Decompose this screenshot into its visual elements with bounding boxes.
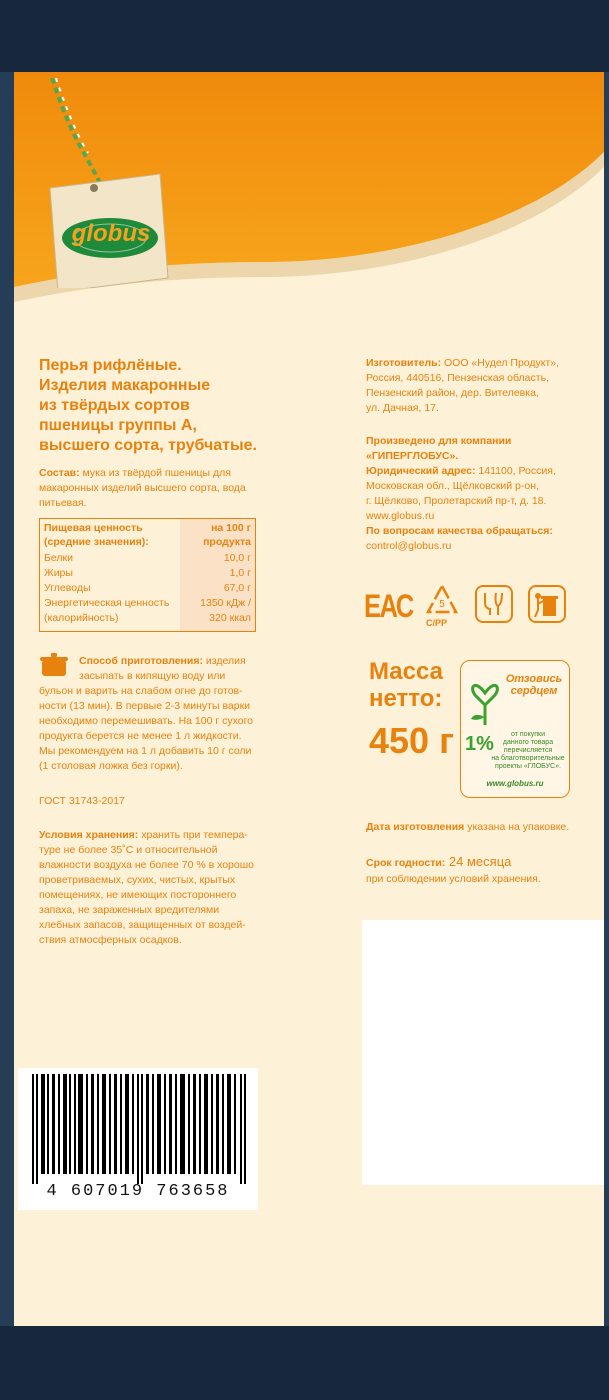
top-dark-band xyxy=(0,0,609,72)
legal-line-1 xyxy=(366,464,556,480)
eac-mark: ЕАС xyxy=(364,588,413,624)
badge-text-line: от покупки xyxy=(511,731,545,738)
nutrient-value: 10,0 г xyxy=(223,552,251,564)
nutrient-value: 67,0 г xyxy=(223,582,251,594)
product-title-5: высшего сорта, трубчатые. xyxy=(39,437,257,454)
badge-heading-1: Отзовись xyxy=(505,673,563,685)
quality-label: По вопросам качества обращаться: xyxy=(366,525,553,537)
company-site[interactable]: www.globus.ru xyxy=(366,510,435,522)
manufacturer-text: ООО «Нудел Продукт», xyxy=(441,357,560,369)
cooking-line-8: (1 столовая ложка без горки). xyxy=(39,760,183,772)
bottom-dark-band xyxy=(0,1326,609,1400)
trash-bin-icon xyxy=(527,584,567,624)
badge-heading-2: сердцем xyxy=(510,685,558,697)
cooking-line-1 xyxy=(79,654,246,670)
nutrient-value: 320 ккал xyxy=(209,612,251,624)
cooking-line-4: ности (13 мин). В первые 2-3 минуты варки xyxy=(39,700,251,712)
heart-plant-icon xyxy=(467,669,503,727)
storage-line-2: туре не более 35˚С и относительной xyxy=(39,844,218,856)
barcode-number: 4 607019 763658 xyxy=(46,1182,230,1201)
legal-line-2: Московская обл., Щёлковский р-он, xyxy=(366,480,539,492)
globus-tag xyxy=(32,78,172,288)
storage-line-5: помещениях, не имеющих постороннего xyxy=(39,889,237,901)
badge-url[interactable]: www.globus.ru xyxy=(486,779,544,788)
svg-text:5: 5 xyxy=(439,599,445,610)
charity-badge xyxy=(460,660,570,798)
nutrient-value: 1350 кДж / xyxy=(200,597,251,609)
company-line-1: Произведено для компании xyxy=(366,435,512,447)
storage-line-4: проветриваемых, сухих, чистых, крытых xyxy=(39,874,236,886)
product-title-2: Изделия макаронные xyxy=(39,377,211,394)
cooking-line-7: Мы рекомендуем на 1 л добавить 10 г соли xyxy=(39,745,252,757)
food-safe-icon xyxy=(474,584,514,624)
shelf-life-label: Срок годности: xyxy=(366,857,446,869)
mass-label-2: нетто: xyxy=(369,685,443,712)
nutrition-row xyxy=(40,581,255,596)
legal-line-3: г. Щёлково, Пролетарский пр-т, д. 18. xyxy=(366,495,547,507)
nutrient-name: Углеводы xyxy=(44,582,91,594)
badge-text-line: на благотворительные xyxy=(491,755,565,762)
storage-line-6: запаха, не зараженных вредителями xyxy=(39,904,220,916)
badge-percent: 1% xyxy=(465,733,494,755)
gost-code: ГОСТ 31743-2017 xyxy=(39,795,125,807)
composition-line-3: питьевая. xyxy=(39,497,87,509)
shelf-life xyxy=(366,854,511,872)
production-date-label: Дата изготовления xyxy=(366,821,465,833)
storage-line-8: ствия атмосферных осадков. xyxy=(39,934,182,946)
nutrition-header-2 xyxy=(40,535,255,550)
composition-text: мука из твёрдой пшеницы для xyxy=(79,467,231,479)
nutrition-row xyxy=(40,566,255,581)
nutrition-header-left: Пищевая ценность xyxy=(44,522,143,534)
nutrition-table xyxy=(39,518,256,632)
cooking-label: Способ приготовления: xyxy=(79,655,203,667)
shelf-life-note: при соблюдении условий хранения. xyxy=(366,873,541,885)
recycle-icon xyxy=(422,582,462,618)
manufacturer-line-3: Пензенский район, дер. Вителевка, xyxy=(366,387,539,399)
nutrient-name: (калорийность) xyxy=(44,612,119,624)
company-line-2: «ГИПЕРГЛОБУС». xyxy=(366,450,459,462)
badge-text xyxy=(491,731,565,771)
cooking-line-3: бульон и варить на слабом огне до готов- xyxy=(39,685,243,697)
product-title-4: пшеницы группы А, xyxy=(39,417,197,434)
cooking-line-5: необходимо перемешивать. На 100 г сухого xyxy=(39,715,254,727)
product-title-3: из твёрдых сортов xyxy=(39,397,190,414)
legal-label: Юридический адрес: xyxy=(366,465,476,477)
nutrient-name: Белки xyxy=(44,552,73,564)
storage-text: хранить при темпера- xyxy=(138,829,248,841)
quality-email[interactable]: control@globus.ru xyxy=(366,540,452,552)
print-area-box xyxy=(362,920,604,1185)
manufacturer-line-2: Россия, 440516, Пензенская область, xyxy=(366,372,549,384)
product-title-1: Перья рифлёные. xyxy=(39,357,182,374)
nutrition-row xyxy=(40,596,255,611)
production-date xyxy=(366,820,569,836)
cooking-line-6: продукта берется не менее 1 л жидкости. xyxy=(39,730,242,742)
recycle-code: C/PP xyxy=(426,618,448,628)
storage-line-1 xyxy=(39,828,248,844)
storage-line-3: влажности воздуха не более 70 % в хорошо xyxy=(39,859,254,871)
nutrient-name: Жиры xyxy=(44,567,73,579)
barcode xyxy=(18,1068,258,1210)
composition-label: Состав: xyxy=(39,467,80,479)
nutrition-header-right: продукта xyxy=(203,536,251,548)
legal-text: 141100, Россия, xyxy=(475,465,556,477)
nutrition-row xyxy=(40,551,255,566)
shelf-life-value: 24 месяца xyxy=(445,854,512,869)
nutrition-header-1 xyxy=(40,521,255,536)
storage-line-7: хлебных запасов, защищенных от воздей- xyxy=(39,919,246,931)
manufacturer-label: Изготовитель: xyxy=(366,357,442,369)
manufacturer-line-4: ул. Дачная, 17. xyxy=(366,402,439,414)
storage-label: Условия хранения: xyxy=(39,829,139,841)
nutrition-header-right: на 100 г xyxy=(211,522,251,534)
globus-logo: globus xyxy=(71,220,151,247)
production-date-text: указана на упаковке. xyxy=(464,821,570,833)
cooking-text: изделия xyxy=(202,655,246,667)
mass-label-1: Масса xyxy=(369,658,443,685)
mass-value: 450 г xyxy=(369,720,455,761)
badge-text-line: перечисляется xyxy=(503,747,553,754)
badge-heading xyxy=(501,673,567,697)
composition-line-1 xyxy=(39,466,231,482)
cooking-line-2: засыпать в кипящую воду или xyxy=(79,670,226,682)
manufacturer-line-1 xyxy=(366,356,559,372)
nutrient-name: Энергетическая ценность xyxy=(44,597,170,609)
composition-line-2: макаронных изделий высшего сорта, вода xyxy=(39,482,246,494)
barcode-bars xyxy=(32,1074,248,1184)
nutrient-value: 1,0 г xyxy=(229,567,251,579)
nutrition-header-left: (средние значения): xyxy=(44,536,149,548)
nutrition-row xyxy=(40,611,255,626)
cooking-pot-icon xyxy=(38,652,70,678)
badge-text-line: данного товара xyxy=(502,739,554,746)
badge-text-line: проекты «ГЛОБУС». xyxy=(495,763,561,770)
